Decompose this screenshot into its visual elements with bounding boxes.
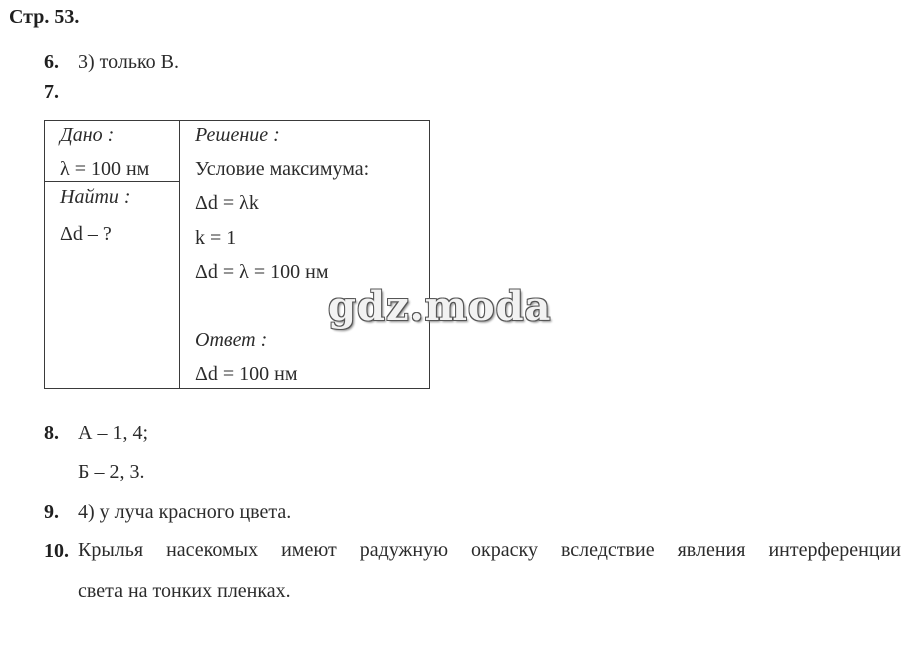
solution-line: Δd = λ = 100 нм [195, 261, 329, 283]
solution-line: Условие максимума: [195, 158, 370, 180]
answer-value: Δd = 100 нм [195, 363, 298, 385]
question-10-number: 10. [44, 540, 69, 562]
table-row-divider [44, 181, 180, 182]
page-header: Стр. 53. [9, 6, 80, 28]
find-value: Δd – ? [60, 223, 112, 245]
solution-line: Δd = λk [195, 192, 259, 214]
watermark-logo: gdz.moda [328, 283, 552, 330]
question-6-number: 6. [44, 51, 59, 73]
find-label: Найти : [60, 186, 131, 208]
answer-label: Ответ : [195, 329, 268, 351]
question-8-line: А – 1, 4; [78, 422, 148, 444]
question-6-answer: 3) только В. [78, 51, 180, 73]
question-7-number: 7. [44, 81, 59, 103]
question-10-line: света на тонких пленках. [78, 580, 291, 602]
solution-label: Решение : [195, 124, 280, 146]
question-9-answer: 4) у луча красного цвета. [78, 501, 292, 523]
table-column-divider [179, 120, 180, 389]
solution-line: k = 1 [195, 227, 237, 249]
question-9-number: 9. [44, 501, 59, 523]
given-value: λ = 100 нм [60, 158, 150, 180]
given-label: Дано : [60, 124, 115, 146]
question-8-line: Б – 2, 3. [78, 461, 145, 483]
question-10-line: Крылья насекомых имеют радужную окраску вследствие явления интерференции [78, 539, 901, 561]
question-8-number: 8. [44, 422, 59, 444]
